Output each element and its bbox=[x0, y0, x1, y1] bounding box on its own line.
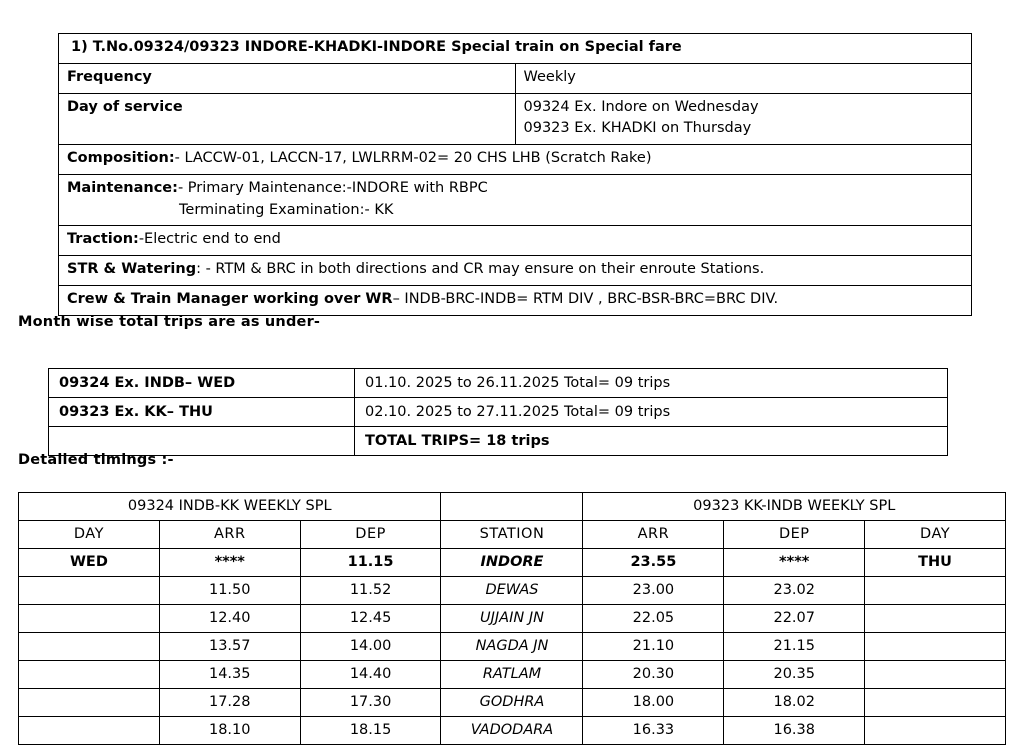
table-row bbox=[49, 369, 948, 398]
cell-arr-right: 23.00 bbox=[583, 577, 724, 605]
column-header-arr-left: ARR bbox=[159, 521, 300, 549]
info-row-day-of-service bbox=[59, 93, 972, 145]
cell-day-left bbox=[19, 717, 160, 745]
cell-arr-left: **** bbox=[159, 549, 300, 577]
cell-dep-left: 14.40 bbox=[300, 661, 441, 689]
table-row bbox=[19, 661, 1006, 689]
column-header-dep-right: DEP bbox=[724, 521, 865, 549]
cell-dep-left: 18.15 bbox=[300, 717, 441, 745]
cell-dep-right: 18.02 bbox=[724, 689, 865, 717]
timings-direction-row bbox=[19, 493, 1006, 521]
table-row bbox=[49, 398, 948, 427]
traction-label: Traction: bbox=[67, 231, 139, 248]
column-header-day-left: DAY bbox=[19, 521, 160, 549]
day-of-service-line-1: 09324 Ex. Indore on Wednesday bbox=[523, 98, 759, 115]
detailed-timings-heading: Detailed timings :- bbox=[18, 452, 174, 468]
trip-detail-09323: 02.10. 2025 to 27.11.2025 Total= 09 trips bbox=[355, 398, 948, 427]
traction-cell bbox=[59, 226, 972, 256]
crew-cell bbox=[59, 285, 972, 315]
cell-day-left bbox=[19, 605, 160, 633]
cell-day-left bbox=[19, 633, 160, 661]
cell-dep-left: 11.15 bbox=[300, 549, 441, 577]
frequency-label: Frequency bbox=[59, 63, 516, 93]
train-info-table bbox=[58, 33, 972, 316]
cell-day-right bbox=[865, 633, 1006, 661]
cell-arr-right: 21.10 bbox=[583, 633, 724, 661]
table-row bbox=[19, 549, 1006, 577]
info-title-row bbox=[59, 34, 972, 64]
crew-label: Crew & Train Manager working over WR bbox=[67, 290, 393, 307]
maintenance-cell bbox=[59, 174, 972, 226]
trip-total: TOTAL TRIPS= 18 trips bbox=[355, 427, 948, 456]
cell-arr-right: 16.33 bbox=[583, 717, 724, 745]
column-header-day-right: DAY bbox=[865, 521, 1006, 549]
detailed-timings-table bbox=[18, 492, 1006, 745]
composition-label: Composition: bbox=[67, 150, 175, 166]
monthly-trips-table bbox=[48, 368, 948, 456]
str-watering-value: : - RTM & BRC in both directions and CR may ensure on their enroute Stations. bbox=[196, 261, 765, 277]
cell-arr-left: 14.35 bbox=[159, 661, 300, 689]
cell-arr-left: 12.40 bbox=[159, 605, 300, 633]
info-row-maintenance bbox=[59, 174, 972, 226]
cell-day-right bbox=[865, 605, 1006, 633]
cell-dep-left: 12.45 bbox=[300, 605, 441, 633]
cell-station: INDORE bbox=[441, 549, 583, 577]
cell-dep-right: 16.38 bbox=[724, 717, 865, 745]
info-row-str-watering bbox=[59, 256, 972, 286]
table-row bbox=[49, 427, 948, 456]
crew-value: – INDB-BRC-INDB= RTM DIV , BRC-BSR-BRC=BRC DIV. bbox=[392, 290, 779, 307]
cell-dep-right: 22.07 bbox=[724, 605, 865, 633]
maintenance-label: Maintenance: bbox=[67, 179, 178, 196]
cell-arr-left: 17.28 bbox=[159, 689, 300, 717]
cell-station: VADODARA bbox=[441, 717, 583, 745]
maintenance-value-1: - Primary Maintenance:-INDORE with RBPC bbox=[177, 179, 488, 196]
info-row-composition bbox=[59, 145, 972, 175]
cell-station: DEWAS bbox=[441, 577, 583, 605]
cell-day-right bbox=[865, 717, 1006, 745]
column-header-arr-right: ARR bbox=[583, 521, 724, 549]
cell-arr-left: 11.50 bbox=[159, 577, 300, 605]
cell-station: RATLAM bbox=[441, 661, 583, 689]
month-wise-heading: Month wise total trips are as under- bbox=[18, 314, 321, 330]
table-row bbox=[19, 633, 1006, 661]
column-header-station: STATION bbox=[441, 521, 583, 549]
day-of-service-line-2: 09323 Ex. KHADKI on Thursday bbox=[523, 120, 752, 137]
trip-train-09323: 09323 Ex. KK– THU bbox=[49, 398, 355, 427]
cell-arr-right: 18.00 bbox=[583, 689, 724, 717]
cell-day-left bbox=[19, 661, 160, 689]
cell-arr-left: 18.10 bbox=[159, 717, 300, 745]
cell-arr-right: 20.30 bbox=[583, 661, 724, 689]
composition-cell bbox=[59, 145, 972, 175]
cell-arr-right: 22.05 bbox=[583, 605, 724, 633]
str-watering-label: STR & Watering bbox=[67, 261, 197, 277]
cell-day-right bbox=[865, 689, 1006, 717]
cell-arr-left: 13.57 bbox=[159, 633, 300, 661]
train-title: 1) T.No.09324/09323 INDORE-KHADKI-INDORE Special train on Special fare bbox=[59, 34, 972, 64]
direction-left-header: 09324 INDB-KK WEEKLY SPL bbox=[19, 493, 441, 521]
composition-value: - LACCW-01, LACCN-17, LWLRRM-02= 20 CHS LHB (Scratch Rake) bbox=[174, 150, 652, 166]
maintenance-line-1 bbox=[67, 178, 963, 200]
table-row bbox=[19, 717, 1006, 745]
cell-day-left: WED bbox=[19, 549, 160, 577]
info-row-frequency bbox=[59, 63, 972, 93]
cell-dep-right: 23.02 bbox=[724, 577, 865, 605]
frequency-value: Weekly bbox=[515, 63, 972, 93]
trip-train-09324: 09324 Ex. INDB– WED bbox=[49, 369, 355, 398]
cell-day-right bbox=[865, 661, 1006, 689]
table-row bbox=[19, 605, 1006, 633]
maintenance-line-2: Terminating Examination:- KK bbox=[179, 201, 394, 218]
info-row-traction bbox=[59, 226, 972, 256]
cell-arr-right: 23.55 bbox=[583, 549, 724, 577]
cell-day-left bbox=[19, 577, 160, 605]
str-watering-cell bbox=[59, 256, 972, 286]
cell-station: UJJAIN JN bbox=[441, 605, 583, 633]
trip-detail-09324: 01.10. 2025 to 26.11.2025 Total= 09 trips bbox=[355, 369, 948, 398]
table-row bbox=[19, 689, 1006, 717]
cell-dep-right: 20.35 bbox=[724, 661, 865, 689]
cell-day-right: THU bbox=[865, 549, 1006, 577]
day-of-service-label: Day of service bbox=[59, 93, 516, 145]
cell-dep-right: **** bbox=[724, 549, 865, 577]
cell-dep-left: 17.30 bbox=[300, 689, 441, 717]
table-row bbox=[19, 577, 1006, 605]
column-header-dep-left: DEP bbox=[300, 521, 441, 549]
cell-dep-left: 11.52 bbox=[300, 577, 441, 605]
cell-day-right bbox=[865, 577, 1006, 605]
direction-right-header: 09323 KK-INDB WEEKLY SPL bbox=[583, 493, 1006, 521]
cell-dep-right: 21.15 bbox=[724, 633, 865, 661]
direction-middle-spacer bbox=[441, 493, 583, 521]
cell-station: GODHRA bbox=[441, 689, 583, 717]
cell-day-left bbox=[19, 689, 160, 717]
info-row-crew bbox=[59, 285, 972, 315]
timings-column-header-row bbox=[19, 521, 1006, 549]
cell-dep-left: 14.00 bbox=[300, 633, 441, 661]
traction-value: -Electric end to end bbox=[138, 231, 281, 248]
day-of-service-value bbox=[515, 93, 972, 145]
cell-station: NAGDA JN bbox=[441, 633, 583, 661]
